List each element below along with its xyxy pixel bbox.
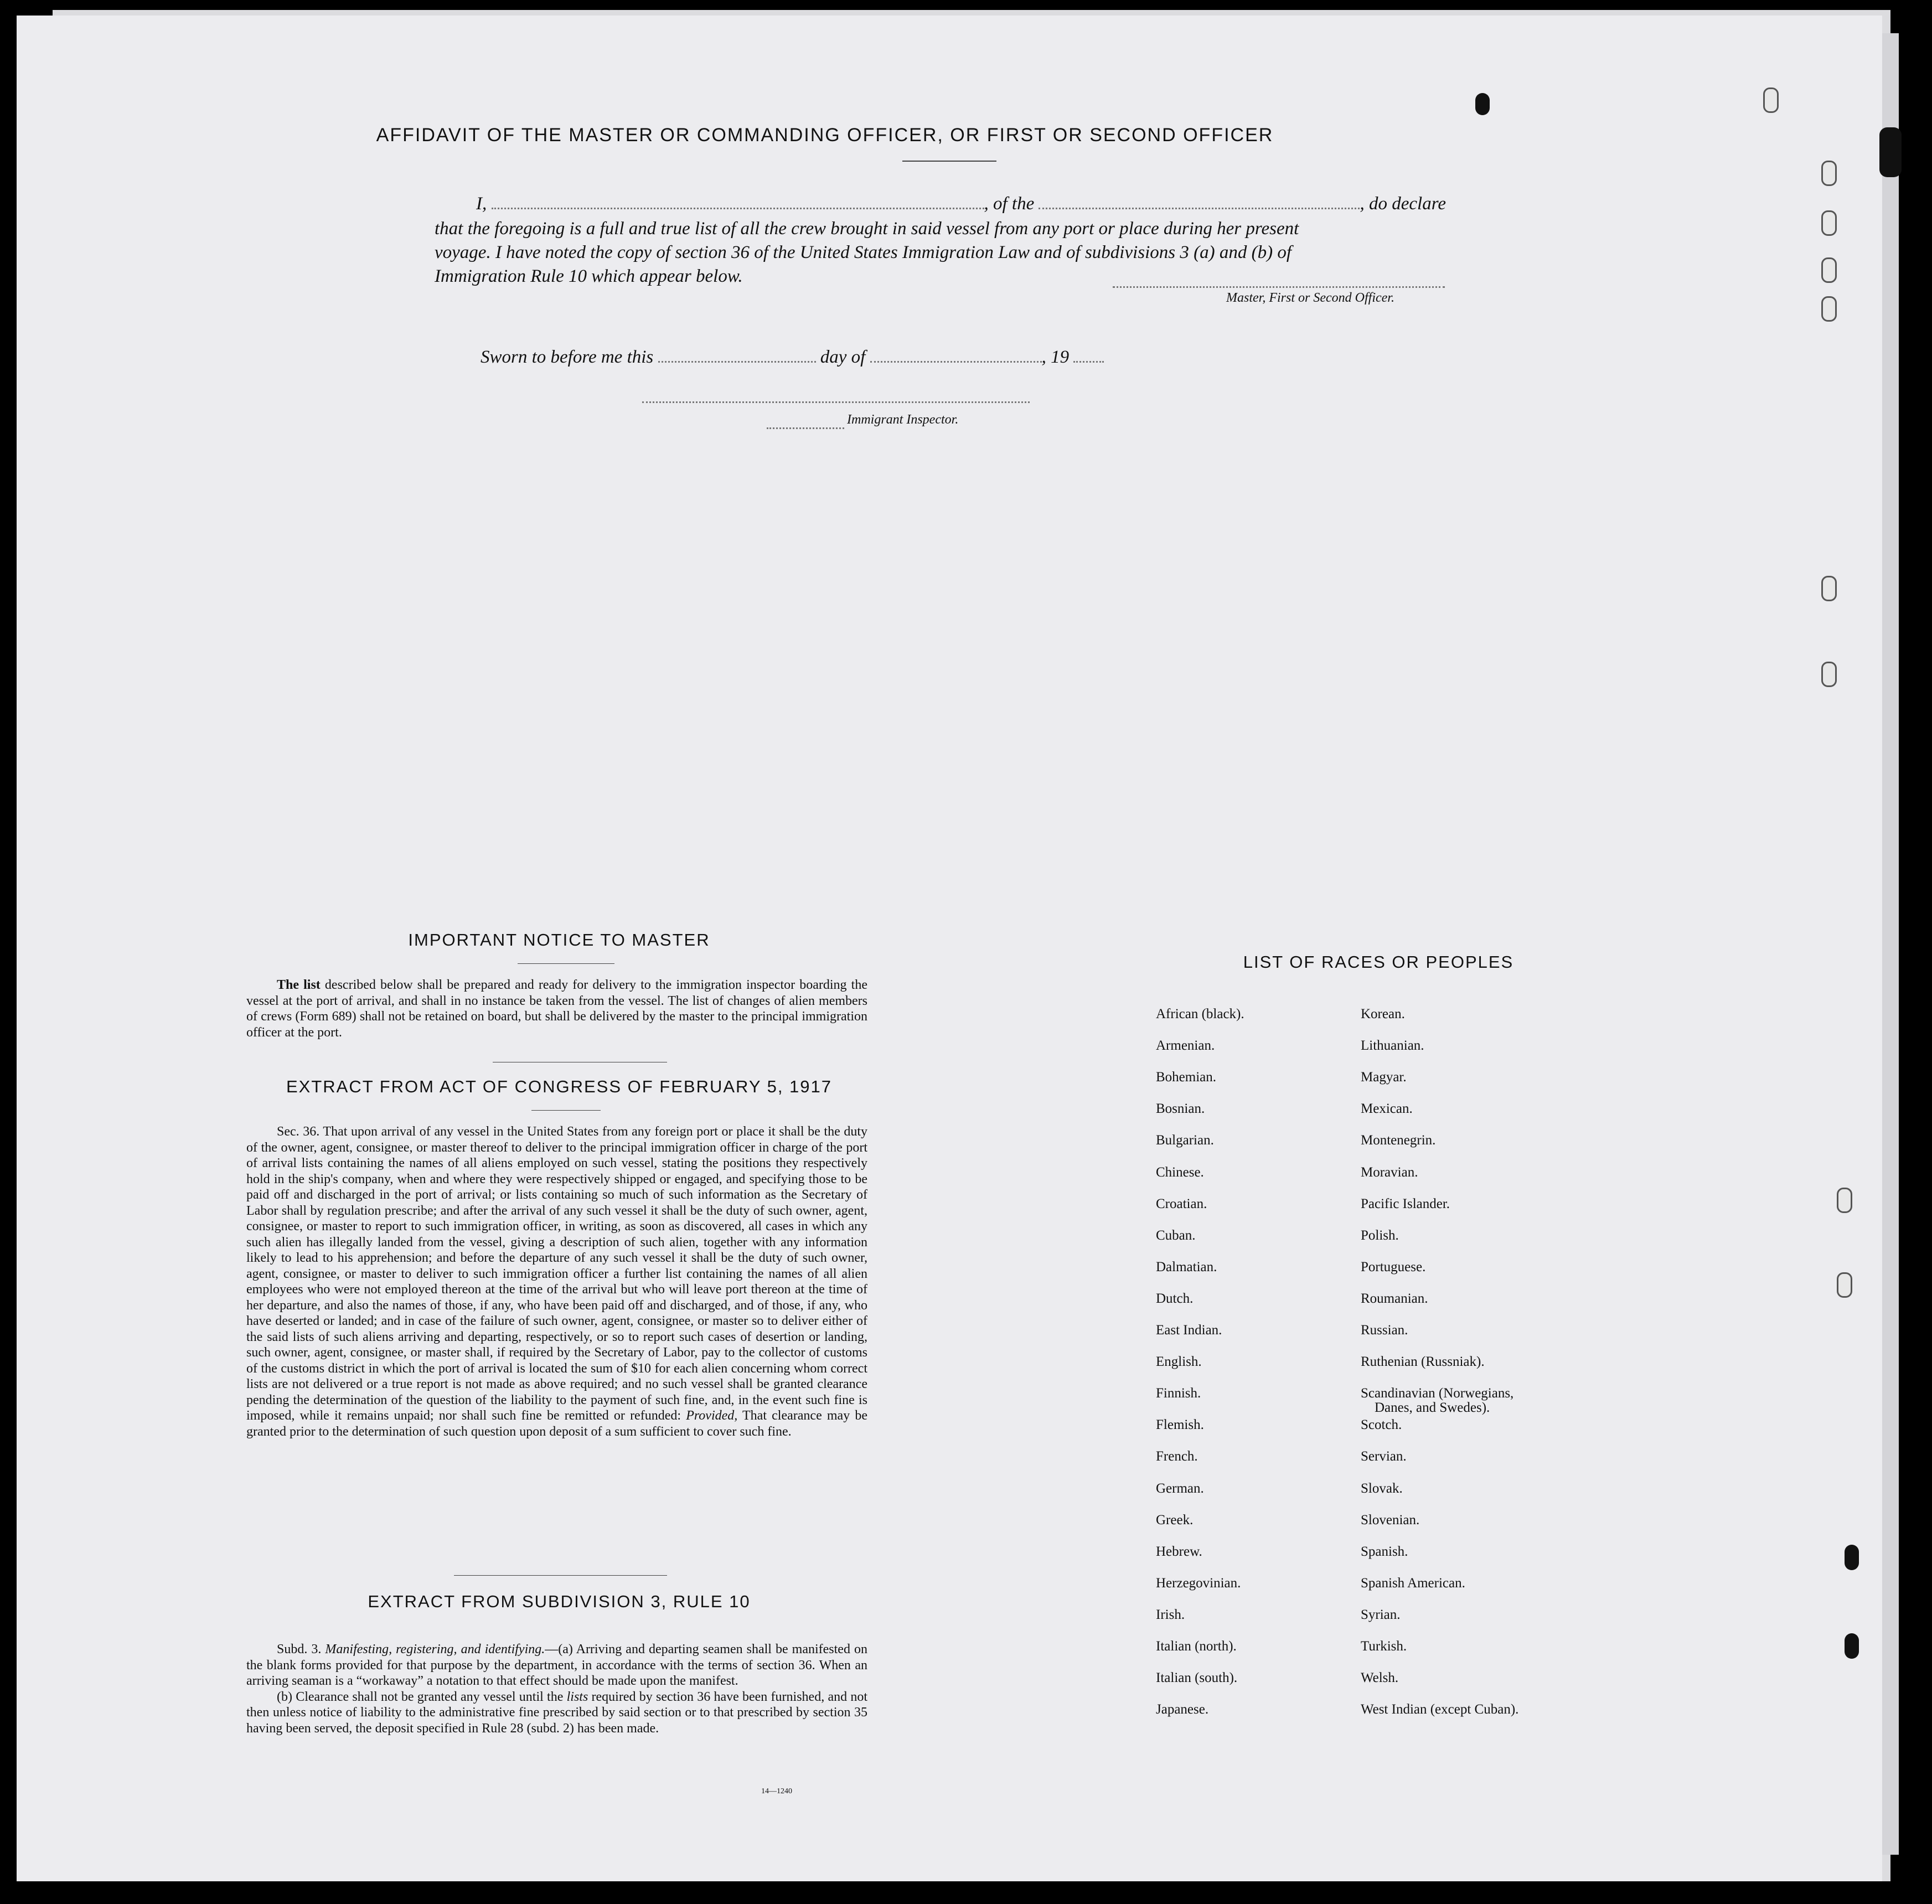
race-item: Italian (north). (1156, 1639, 1237, 1654)
race-item: Herzegovinian. (1156, 1575, 1241, 1591)
punch-hole-icon (1821, 210, 1837, 236)
races-title: LIST OF RACES OR PEOPLES (1243, 952, 1514, 972)
subd-text-b2: required by section 36 have been furnished, and not then unless notice of liability to the administrative fine prescribed by said section or to that prescribed by section 35 having been served, the deposit specified in Rule 28 (subd. 2) has been made. (246, 1689, 868, 1736)
extract-rule-title: EXTRACT FROM SUBDIVISION 3, RULE 10 (368, 1592, 751, 1611)
subd-heading: Manifesting, registering, and identifying. (325, 1642, 545, 1657)
race-item: Russian. (1361, 1323, 1408, 1338)
race-item: Portuguese. (1361, 1259, 1426, 1275)
affidavit-line-2: that the foregoing is a full and true list of all the crew brought in said vessel from any port or place during her present (435, 219, 1299, 239)
sworn-year-field[interactable] (1073, 361, 1104, 363)
section-tail: That clearance may be granted prior to the determination of such question upon deposit of a sum sufficient to cover such fine. (246, 1408, 868, 1439)
race-item: English. (1156, 1354, 1202, 1370)
punch-hole-icon (1763, 87, 1779, 113)
subd-text-a: —(a) Arriving and departing seamen shall be manifested on the blank forms provided for that purpose by the department, in accordance with the terms of section 36. When an arriving seaman is a “workaway” a notation to that effect should be made upon the manifest. (246, 1642, 867, 1688)
race-item: Korean. (1361, 1007, 1405, 1021)
ink-blot-icon (1845, 1545, 1859, 1570)
race-item: Finnish. (1156, 1386, 1201, 1401)
race-item: Croatian. (1156, 1196, 1207, 1211)
race-item: Roumanian. (1361, 1291, 1428, 1306)
punch-hole-icon (1821, 576, 1837, 601)
race-item: Magyar. (1361, 1070, 1407, 1085)
affidavit-i: I, (476, 194, 487, 214)
vessel-field[interactable] (1039, 208, 1360, 209)
race-item: East Indian. (1156, 1323, 1222, 1338)
inspector-signature-field-2[interactable] (767, 416, 844, 429)
race-item: French. (1156, 1449, 1198, 1464)
race-item: West Indian (except Cuban). (1361, 1702, 1519, 1717)
race-item: Bohemian. (1156, 1070, 1217, 1085)
section-text: That upon arrival of any vessel in the United States from any foreign port or place it shall be the duty of the owner, agent, consignee, or master thereof to deliver to the principal immigration officer in charge of the port of arrival lists containing the names of all aliens employed on such vessel, stating the positions they respectively hold in the ship's company, when and where they were respectively shipped or engaged, and specifying those to be paid off and discharged in the port of arrival; or lists containing so much of such information as the Secretary of Labor shall by regulation prescribe; and after the arrival of any such vessel it shall be the duty of such owner, agent, consignee, or master to report to such immigration officer, in writing, as soon as discovered, all cases in which any such alien has illegally landed from the vessel, giving a description of such alien, together with any information likely to lead to his apprehension; and before the departure of any such vessel it shall be the duty of such owner, agent, consignee, or master to deliver to such immigration officer a further list containing the names of all alien employees who were not employed thereon at the time of the arrival but who will leave port thereon at the time of her departure, and also the names of those, if any, who have been paid off and discharged, and of those, if any, who have deserted or landed; and in case of the failure of such owner, agent, consignee, or master so to deliver either of the said lists of such aliens arriving and departing, respectively, or so to report such cases of desertion or landing, such owner, agent, consignee, or master shall, if required by the Secretary of Labor, pay to the collector of customs of the customs district in which the port of arrival is located the sum of $10 for each alien concerning whom correct lists are not delivered or a true report is not made as above required; and no such vessel shall be granted clearance pending the determination of the question of the liability to the payment of such fine, and, in the event such fine is imposed, while it remains unpaid; nor shall such fine be remitted or refunded: (246, 1124, 868, 1423)
sworn-prefix: Sworn to before me this (481, 347, 654, 367)
race-item: Irish. (1156, 1607, 1185, 1622)
race-item: Flemish. (1156, 1417, 1204, 1433)
section-36-paragraph (246, 1124, 867, 1439)
race-item: Syrian. (1361, 1607, 1401, 1622)
divider (454, 1575, 667, 1576)
race-item: Servian. (1361, 1449, 1407, 1464)
race-item: Italian (south). (1156, 1670, 1238, 1686)
race-item: Chinese. (1156, 1164, 1204, 1180)
race-item: Armenian. (1156, 1038, 1215, 1054)
race-item: Turkish. (1361, 1639, 1407, 1654)
affidavit-line-1 (476, 194, 1461, 214)
notice-text: described below shall be prepared and ready for delivery to the immigration inspector boarding the vessel at the port of arrival, and shall in no instance be taken from the vessel. The list of changes of alien members of crews (Form 689) shall not be retained on board, but shall be delivered by the master to the principal immigration officer at the port. (246, 978, 868, 1040)
race-item: Danes, and Swedes). (1375, 1400, 1490, 1416)
divider (518, 963, 614, 964)
notice-paragraph (246, 977, 867, 1040)
race-item: Dutch. (1156, 1291, 1194, 1306)
race-item: Slovenian. (1361, 1512, 1420, 1528)
divider (902, 161, 996, 162)
race-item: Spanish American. (1361, 1575, 1465, 1591)
divider (531, 1110, 601, 1111)
signature-field[interactable] (1113, 274, 1445, 288)
rule-10-paragraph (246, 1642, 867, 1736)
affidavit-title: AFFIDAVIT OF THE MASTER OR COMMANDING OFFICER, OR FIRST OR SECOND OFFICER (376, 125, 1274, 146)
inspector-label: Immigrant Inspector. (847, 412, 959, 427)
race-item: Welsh. (1361, 1670, 1399, 1686)
punch-hole-icon (1837, 1188, 1852, 1213)
affidavit-declare: , do declare (1360, 194, 1446, 214)
sworn-day-label: day of (820, 347, 866, 367)
sworn-line (481, 347, 1200, 368)
signature-label: Master, First or Second Officer. (1226, 291, 1394, 305)
subd-text-b1: (b) Clearance shall not be granted any vessel until the (277, 1689, 567, 1704)
inspector-signature-field[interactable] (642, 390, 1030, 403)
punch-hole-icon (1821, 662, 1837, 687)
ink-blot-icon (1475, 93, 1490, 115)
punch-hole-icon (1821, 257, 1837, 283)
race-item: Greek. (1156, 1512, 1194, 1528)
affidavit-line-4: Immigration Rule 10 which appear below. (435, 266, 743, 286)
name-field[interactable] (492, 208, 984, 209)
race-item: Mexican. (1361, 1101, 1413, 1117)
sworn-day-field[interactable] (658, 361, 816, 363)
race-item: Dalmatian. (1156, 1259, 1217, 1275)
sworn-year-label: , 19 (1041, 347, 1070, 367)
ink-blot-icon (1879, 127, 1902, 177)
race-item: Cuban. (1156, 1227, 1196, 1243)
provided-word: Provided, (686, 1408, 738, 1423)
sworn-month-field[interactable] (870, 361, 1042, 363)
race-item: Spanish. (1361, 1544, 1408, 1559)
ink-blot-icon (1845, 1633, 1859, 1659)
form-number: 14—1240 (761, 1787, 792, 1795)
punch-hole-icon (1821, 161, 1837, 186)
race-item: Bulgarian. (1156, 1133, 1214, 1148)
race-item: Scandinavian (Norwegians, (1361, 1386, 1514, 1401)
race-item: Pacific Islander. (1361, 1196, 1450, 1211)
race-item: Polish. (1361, 1227, 1399, 1243)
race-item: Montenegrin. (1361, 1133, 1436, 1148)
race-item: Ruthenian (Russniak). (1361, 1354, 1485, 1370)
race-item: Moravian. (1361, 1164, 1418, 1180)
race-item: German. (1156, 1480, 1204, 1496)
race-item: Scotch. (1361, 1417, 1402, 1433)
punch-hole-icon (1837, 1272, 1852, 1298)
race-item: Hebrew. (1156, 1544, 1202, 1559)
race-item: Lithuanian. (1361, 1038, 1424, 1054)
race-item: African (black). (1156, 1007, 1244, 1021)
subd-lead: Subd. 3. (277, 1642, 322, 1657)
section-lead: Sec. 36. (277, 1124, 320, 1139)
extract-act-title: EXTRACT FROM ACT OF CONGRESS OF FEBRUARY 5, 1917 (286, 1077, 833, 1096)
notice-lead: The list (277, 978, 321, 992)
notice-title: IMPORTANT NOTICE TO MASTER (408, 930, 710, 950)
race-item: Bosnian. (1156, 1101, 1205, 1117)
subd-lists-word: lists (566, 1689, 588, 1704)
race-item: Japanese. (1156, 1702, 1209, 1717)
affidavit-line-3: voyage. I have noted the copy of section 36 of the United States Immigration Law and of subdivisions 3 (a) and (b) of (435, 242, 1292, 262)
race-item: Slovak. (1361, 1480, 1403, 1496)
affidavit-of-the: , of the (984, 194, 1035, 214)
punch-hole-icon (1821, 296, 1837, 322)
